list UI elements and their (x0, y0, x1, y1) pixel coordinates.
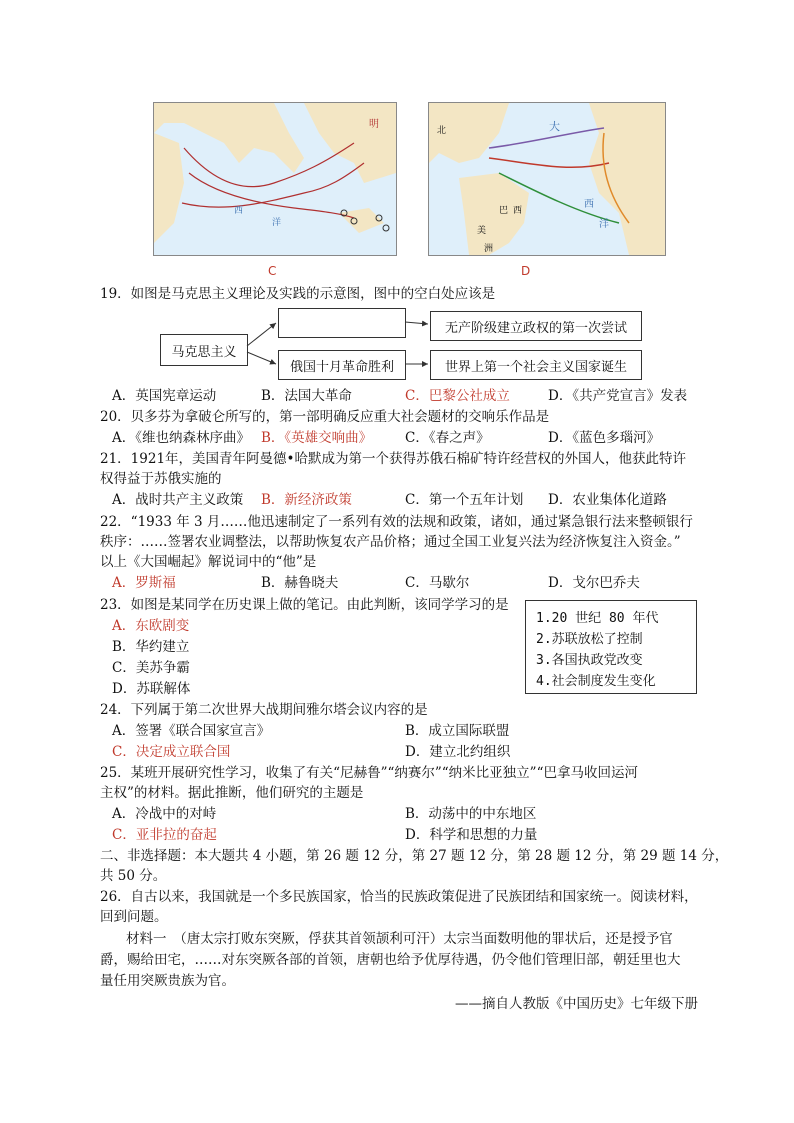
q19-option-d: D．《共产党宣言》发表 (548, 388, 688, 404)
map-d-da-text: 大 (549, 120, 560, 133)
map-c-yang-text: 洋 (272, 218, 282, 228)
q23-option-b: B．华约建立 (112, 639, 190, 655)
q23-note-2: 2.苏联放松了控制 (536, 632, 643, 647)
q26-stem-line2: 回到问题。 (100, 909, 168, 925)
q22-option-c: C．马歇尔 (405, 575, 470, 591)
q19-root-box: 马克思主义 (160, 334, 248, 366)
map-d-zhou-text: 洲 (484, 244, 494, 254)
q23-note-4: 4.社会制度发生变化 (536, 674, 656, 689)
q25-stem-line1: 25．某班开展研究性学习，收集了有关“尼赫鲁”“纳赛尔”“纳米比亚独立”“巴拿马收回运河 (100, 765, 638, 781)
q25-option-d: D．科学和思想的力量 (405, 827, 538, 843)
q21-option-a: A．战时共产主义政策 (112, 492, 244, 508)
q19-option-b: B．法国大革命 (261, 388, 352, 404)
q21-option-d: D．农业集体化道路 (548, 492, 667, 508)
map-d-mei-text: 美 (477, 226, 487, 236)
q22-stem-line3: 以上《大国崛起》解说词中的“他”是 (100, 554, 317, 570)
q23-option-c: C．美苏争霸 (112, 660, 190, 676)
q24-option-d: D．建立北约组织 (405, 744, 511, 760)
q26-stem-line1: 26．自古以来，我国就是一个多民族国家，恰当的民族政策促进了民族团结和国家统一。阅读材料， (100, 889, 698, 905)
q19-option-c: C．巴黎公社成立 (405, 388, 510, 404)
q23-note-3: 3.各国执政党改变 (536, 653, 643, 668)
map-c-xi-text: 西 (234, 206, 244, 216)
map-d-bei-text: 北 (437, 126, 447, 136)
q24-stem: 24．下列属于第二次世界大战期间雅尔塔会议内容的是 (100, 702, 428, 718)
q21-option-c: C．第一个五年计划 (405, 492, 524, 508)
q21-stem-line2: 权得益于苏俄实施的 (100, 471, 222, 487)
map-d-label: D (521, 264, 531, 278)
q19-option-a: A．英国宪章运动 (112, 388, 217, 404)
q23-note-1: 1.20 世纪 80 年代 (536, 611, 659, 626)
map-d-ba-text: 巴 (499, 206, 509, 216)
q19-arrows (0, 0, 794, 400)
q22-stem-line1: 22．“1933 年 3 月……他迅速制定了一系列有效的法规和政策，诸如，通过紧急银行法来整顿银行 (100, 514, 693, 530)
q20-option-a: A．《维也纳森林序曲》 (112, 430, 250, 446)
q22-option-a: A．罗斯福 (112, 575, 176, 591)
q26-material1-line1: 材料一 （唐太宗打败东突厥，俘获其首领颉利可汗）太宗当面数明他的罪状后，还是授予官 (126, 931, 673, 947)
q25-stem-line2: 主权”的材料。据此推断，他们研究的主题是 (100, 785, 364, 801)
q23-notes-box (525, 600, 697, 694)
q26-material1-line3: 量任用突厥贵族为官。 (100, 973, 235, 989)
q22-option-b: B．赫鲁晓夫 (261, 575, 339, 591)
q25-option-a: A．冷战中的对峙 (112, 806, 217, 822)
q19-result2-box: 世界上第一个社会主义国家诞生 (430, 350, 642, 380)
q25-option-c: C．亚非拉的奋起 (112, 827, 217, 843)
part2-heading-line2: 共 50 分。 (100, 868, 167, 884)
q19-stem: 19．如图是马克思主义理论及实践的示意图，图中的空白处应该是 (100, 286, 496, 302)
map-c-ming-text: 明 (369, 119, 379, 130)
q23-option-d: D．苏联解体 (112, 681, 191, 697)
q26-material1-line2: 爵，赐给田宅，……对东突厥各部的首领，唐朝也给予优厚待遇，仍令他们管理旧部，朝廷里也大 (100, 952, 681, 968)
q26-source: ——摘自人教版《中国历史》七年级下册 (455, 996, 698, 1012)
q25-option-b: B．动荡中的中东地区 (405, 806, 537, 822)
q20-option-b: B．《英雄交响曲》 (261, 430, 373, 446)
q24-option-c: C．决定成立联合国 (112, 744, 231, 760)
q19-result1-box: 无产阶级建立政权的第一次尝试 (430, 311, 642, 341)
map-c-label: C (268, 264, 277, 278)
q21-option-b: B．新经济政策 (261, 492, 352, 508)
q23-stem: 23．如图是某同学在历史课上做的笔记。由此判断，该同学学习的是 (100, 597, 509, 613)
q22-stem-line2: 秩序：……签署农业调整法，以帮助恢复农产品价格；通过全国工业复兴法为经济恢复注入资金。” (100, 534, 681, 550)
q21-stem-line1: 21．1921年，美国青年阿曼德•哈默成为第一个获得苏俄石棉矿特许经营权的外国人，他获此特许 (100, 451, 686, 467)
q24-option-a: A．签署《联合国家宣言》 (112, 723, 271, 739)
q24-option-b: B．成立国际联盟 (405, 723, 510, 739)
q20-stem: 20．贝多芬为拿破仑所写的，第一部明确反应重大社会题材的交响乐作品是 (100, 409, 550, 425)
map-d-xi-text: 西 (584, 199, 594, 210)
map-d-xi2-text: 西 (513, 206, 523, 216)
q19-branch1-box: 俄国十月革命胜利 (278, 350, 406, 380)
q20-option-d: D．《蓝色多瑙河》 (548, 430, 661, 446)
q22-option-d: D．戈尔巴乔夫 (548, 575, 640, 591)
part2-heading-line1: 二、非选择题：本大题共 4 小题，第 26 题 12 分，第 27 题 12 分，第 28 题 12 分，第 29 题 14 分， (100, 848, 729, 864)
q20-option-c: C．《春之声》 (405, 430, 490, 446)
map-d-yang-text: 洋 (599, 219, 609, 230)
q23-option-a: A．东欧剧变 (112, 618, 190, 634)
